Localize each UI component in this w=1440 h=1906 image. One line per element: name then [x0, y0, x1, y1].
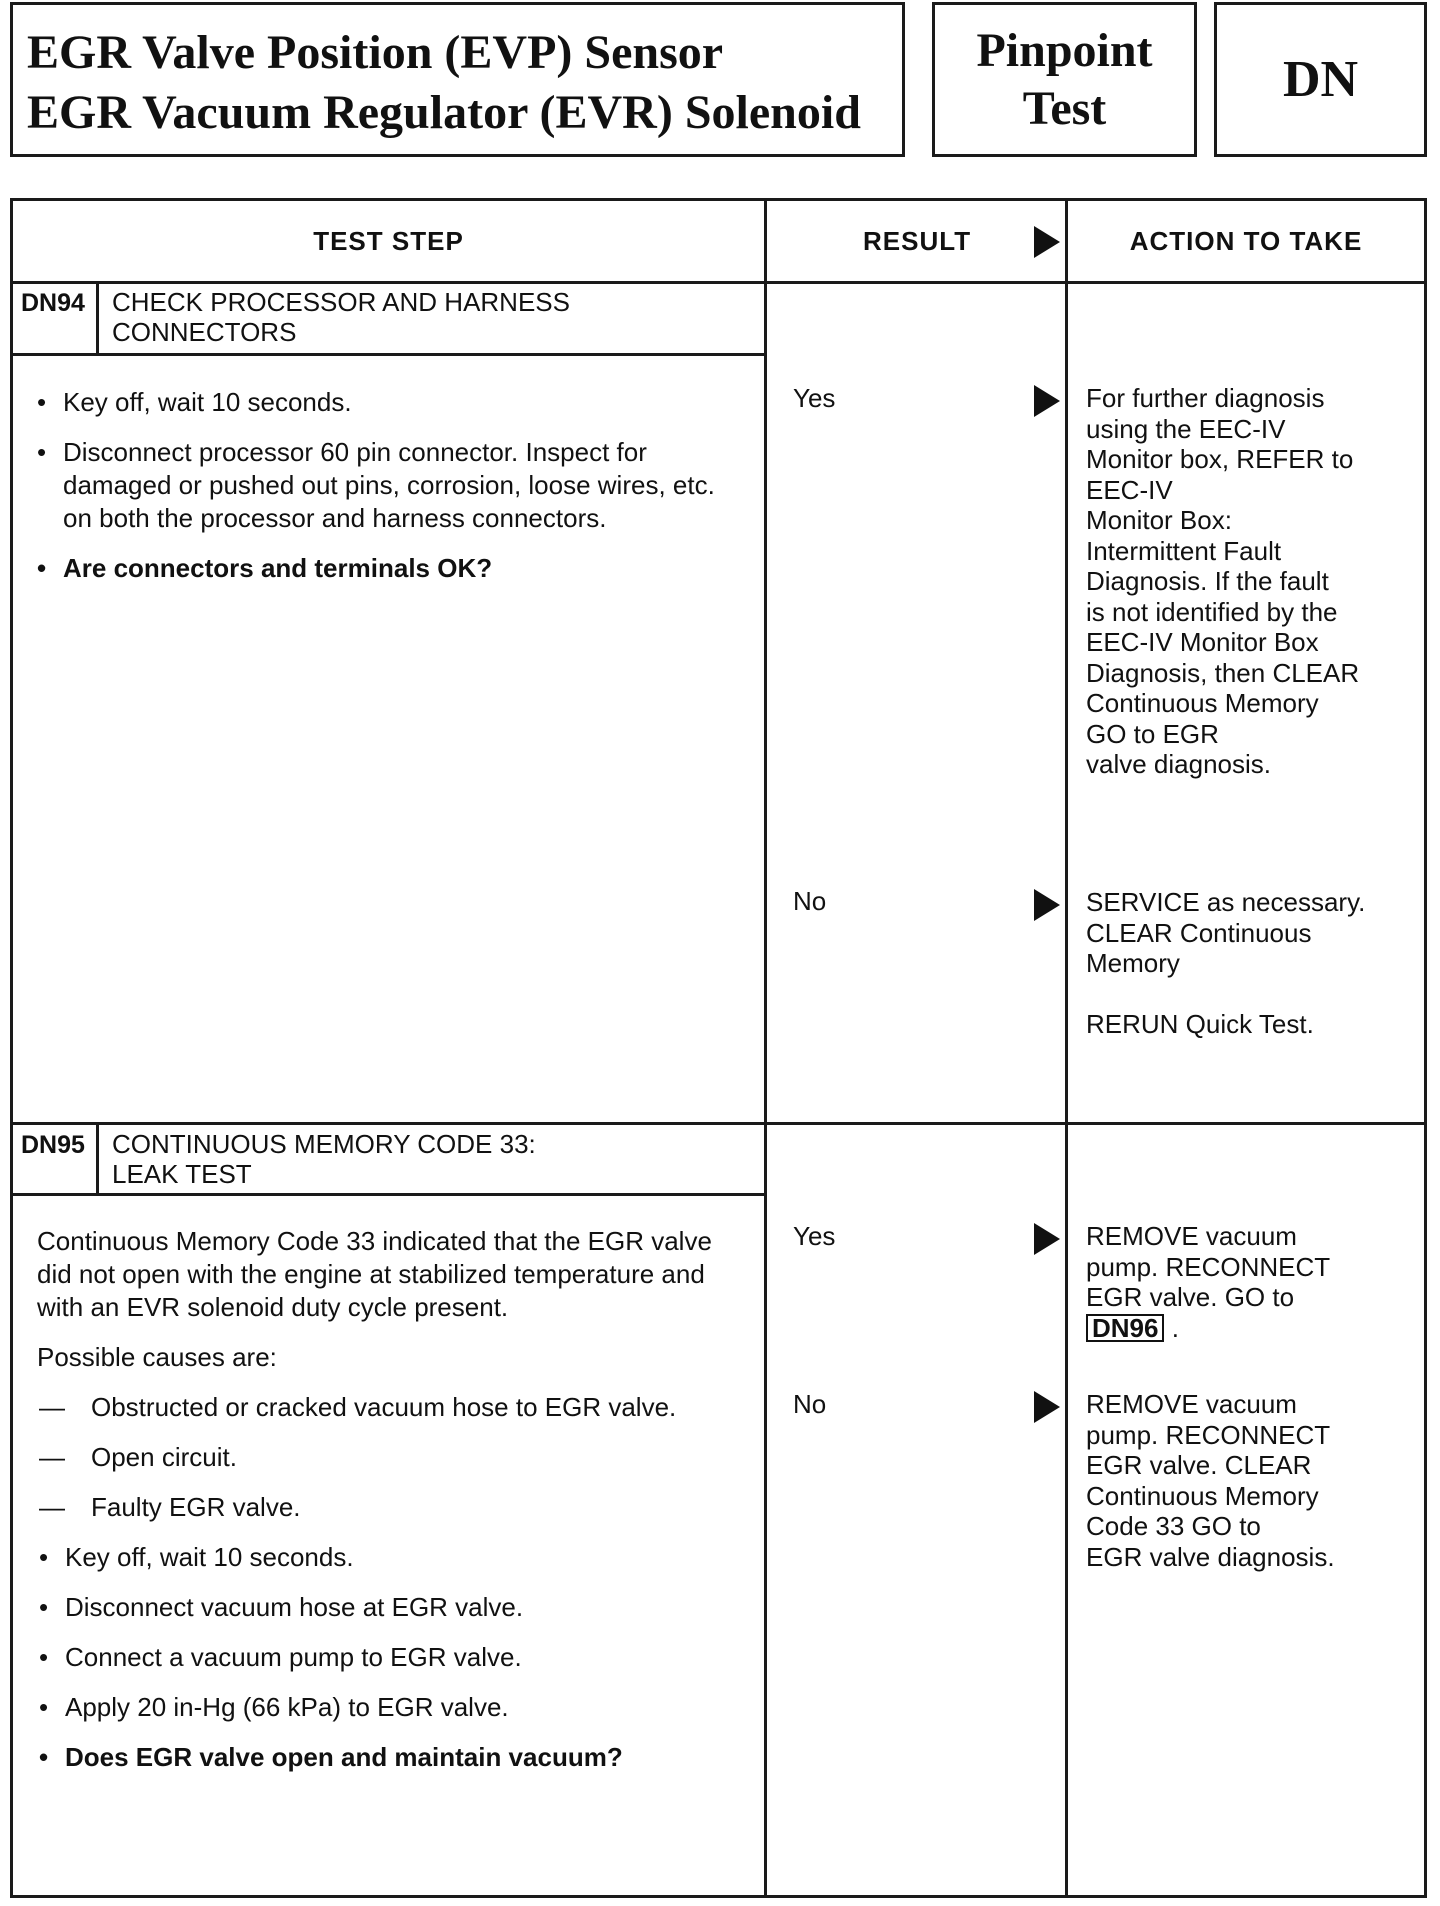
test-step-label: TEST STEP: [313, 225, 464, 256]
action-line: Monitor Box:: [1086, 505, 1232, 535]
pinpoint-test-box: [932, 2, 1197, 157]
list-item: • Disconnect vacuum hose at EGR valve.: [37, 1591, 747, 1624]
action-line: EGR valve. CLEAR: [1086, 1450, 1312, 1480]
action-line: SERVICE as necessary.: [1086, 887, 1366, 917]
list-item: • Disconnect processor 60 pin connector. Inspect for damaged or pushed out pins, corrosion, loose wires, etc. on both the processor and harness connectors.: [35, 436, 735, 535]
action-line: Continuous Memory: [1086, 688, 1319, 718]
action-dn95-no: [1086, 1389, 1335, 1572]
action-line: Diagnosis. If the fault: [1086, 566, 1329, 596]
column-divider-action: [1065, 201, 1068, 1895]
action-line: Diagnosis, then CLEAR: [1086, 657, 1360, 688]
step-title-divider: [13, 353, 764, 356]
arrow-icon: [1034, 889, 1060, 921]
step-question: • Are connectors and terminals OK?: [35, 552, 735, 585]
action-line: [1086, 1313, 1330, 1344]
action-line: Monitor box, REFER to: [1086, 444, 1354, 474]
step-question: • Does EGR valve open and maintain vacuum?: [37, 1741, 747, 1774]
step-intro: Continuous Memory Code 33 indicated that the EGR valve did not open with the engine at stabilized temperature and with an EVR solenoid duty cycle present.: [37, 1226, 712, 1322]
cause-item: — Faulty EGR valve.: [37, 1491, 747, 1524]
action-line: Code 33 GO to: [1086, 1511, 1261, 1541]
title-line-1: EGR Valve Position (EVP) Sensor: [27, 26, 724, 79]
test-code-box: [1214, 2, 1427, 157]
step-title-line: CHECK PROCESSOR AND HARNESS: [112, 287, 570, 317]
step-title-divider: [13, 1193, 764, 1196]
step-title-line: LEAK TEST: [112, 1159, 252, 1189]
result-no: No: [793, 886, 827, 916]
cause-item: — Open circuit.: [37, 1441, 747, 1474]
step-code-dn94: DN94: [21, 289, 85, 317]
step-title-dn95: [112, 1129, 536, 1189]
step-divider: [13, 1122, 1424, 1125]
action-line: EEC-IV: [1086, 474, 1173, 505]
action-dn94-no: [1086, 887, 1365, 1039]
arrow-icon: [1034, 1223, 1060, 1255]
list-item: • Key off, wait 10 seconds.: [35, 386, 735, 419]
result-yes: Yes: [793, 383, 836, 413]
action-line: RERUN Quick Test.: [1086, 1008, 1314, 1039]
step-title-line: CONTINUOUS MEMORY CODE 33:: [112, 1129, 536, 1159]
result-label: RESULT: [863, 225, 972, 256]
pinpoint-line-2: Test: [1022, 81, 1107, 135]
list-item: • Key off, wait 10 seconds.: [37, 1541, 747, 1574]
column-divider-result: [764, 201, 767, 1895]
arrow-icon: [1034, 1391, 1060, 1423]
page-title: [10, 2, 905, 157]
action-line: pump. RECONNECT: [1086, 1419, 1331, 1450]
column-header-action: [1068, 201, 1424, 281]
column-header-test-step: [13, 201, 764, 281]
list-item: • Connect a vacuum pump to EGR valve.: [37, 1641, 747, 1674]
action-line: EGR valve diagnosis.: [1086, 1541, 1335, 1572]
action-line: GO to EGR: [1086, 718, 1219, 749]
action-line: is not identified by the: [1086, 596, 1338, 627]
action-dn94-yes: [1086, 383, 1359, 780]
step-code-divider: [96, 1125, 99, 1194]
column-header-result: [767, 201, 1065, 281]
arrow-icon: [1034, 226, 1060, 258]
action-line: EGR valve. GO to: [1086, 1282, 1295, 1312]
action-line: EEC-IV Monitor Box: [1086, 627, 1319, 657]
step-code-divider: [96, 284, 99, 354]
header-divider: [13, 281, 1424, 284]
title-line-2: EGR Vacuum Regulator (EVR) Solenoid: [27, 86, 861, 139]
action-line: valve diagnosis.: [1086, 749, 1271, 779]
action-line: REMOVE vacuum: [1086, 1389, 1297, 1419]
ref-suffix: .: [1171, 1312, 1179, 1343]
action-line: Memory: [1086, 948, 1180, 978]
action-line: REMOVE vacuum: [1086, 1221, 1297, 1251]
action-line: Continuous Memory: [1086, 1480, 1319, 1511]
causes-heading: Possible causes are:: [37, 1342, 277, 1372]
action-label: ACTION TO TAKE: [1129, 225, 1363, 256]
action-dn95-yes: [1086, 1221, 1330, 1343]
step-code-dn95: DN95: [21, 1131, 85, 1159]
step-title-dn94: [112, 287, 570, 347]
arrow-icon: [1034, 385, 1060, 417]
action-line: For further diagnosis: [1086, 383, 1325, 413]
test-code: DN: [1282, 51, 1359, 108]
action-line: using the EEC-IV: [1086, 413, 1286, 444]
step-reference-dn96[interactable]: DN96: [1086, 1314, 1164, 1342]
pinpoint-table: [10, 198, 1427, 1898]
cause-item: — Obstructed or cracked vacuum hose to EGR valve.: [37, 1391, 747, 1424]
step-body-dn94: [35, 386, 735, 602]
action-line: Intermittent Fault: [1086, 535, 1282, 566]
list-item: • Apply 20 in-Hg (66 kPa) to EGR valve.: [37, 1691, 747, 1724]
action-line: CLEAR Continuous: [1086, 917, 1312, 948]
result-yes: Yes: [793, 1221, 836, 1251]
action-line: pump. RECONNECT: [1086, 1251, 1331, 1282]
pinpoint-line-1: Pinpoint: [976, 23, 1153, 77]
step-body-dn95: [37, 1225, 747, 1791]
step-title-line: CONNECTORS: [112, 317, 297, 347]
result-no: No: [793, 1389, 827, 1419]
